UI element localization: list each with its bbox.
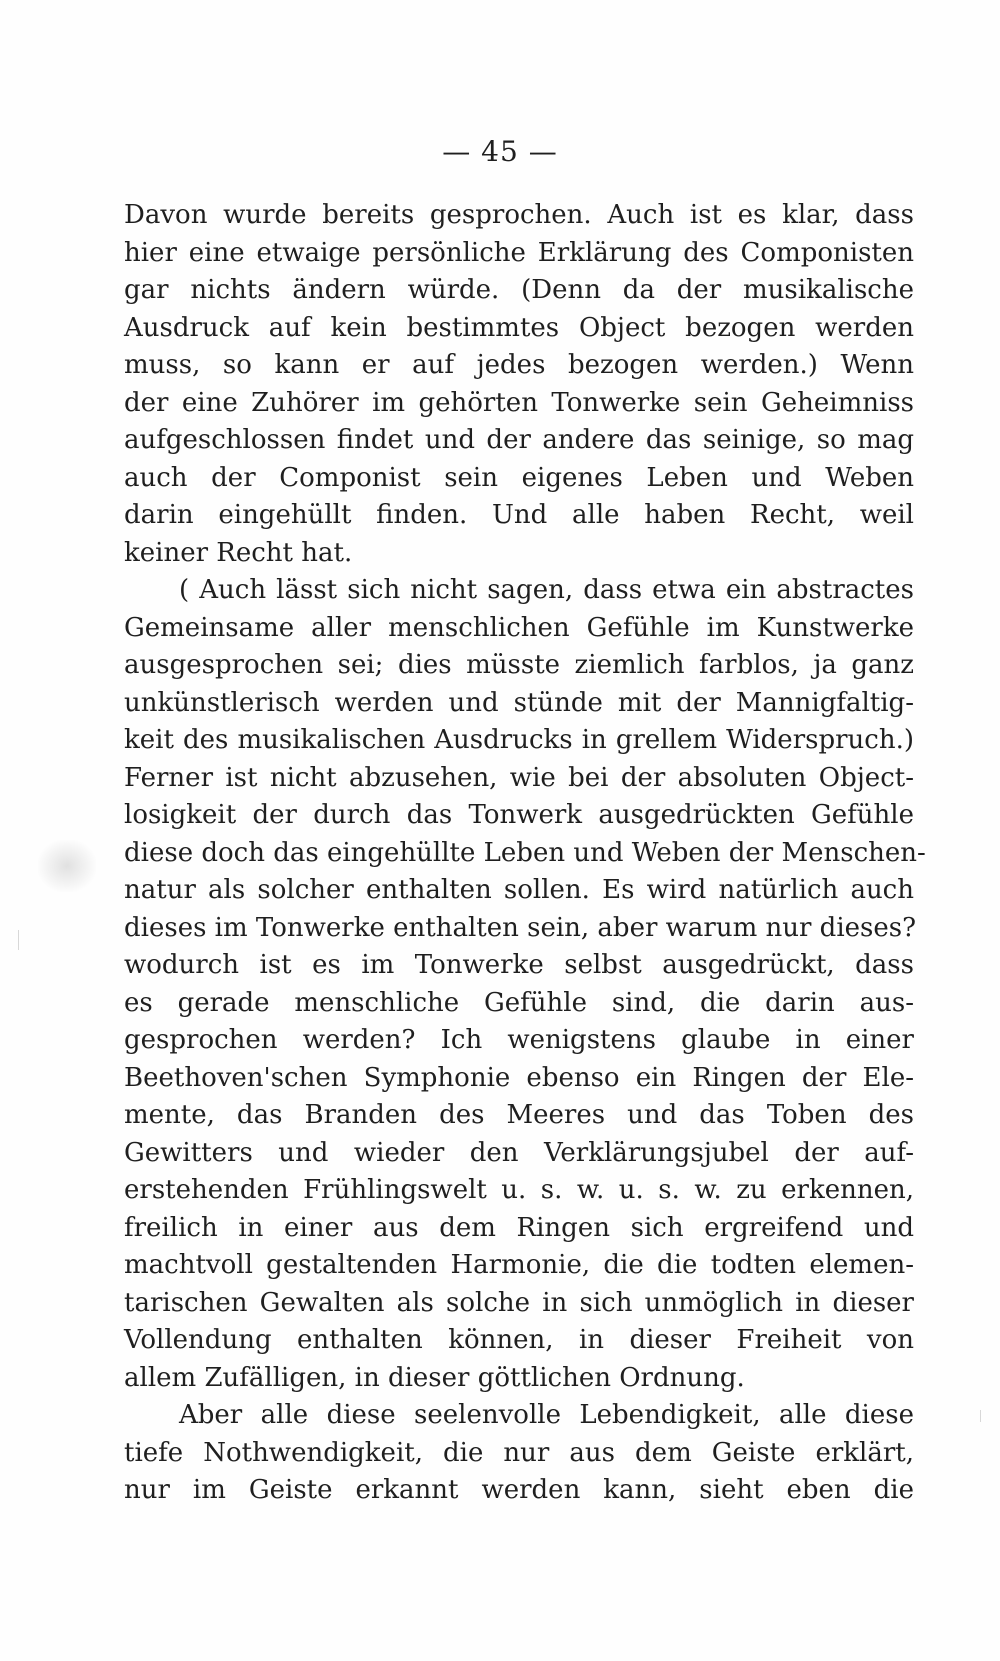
- text-line: machtvoll gestaltenden Harmonie, die die todten elemen-: [124, 1250, 914, 1280]
- text-line: nur im Geiste erkannt werden kann, sieht eben die: [124, 1475, 914, 1505]
- text-line: der eine Zuhörer im gehörten Tonwerke sein Geheimniss: [124, 387, 914, 418]
- text-line: wodurch ist es im Tonwerke selbst ausgedrückt, dass: [124, 950, 914, 980]
- text-line: es gerade menschliche Gefühle sind, die darin aus-: [124, 987, 914, 1018]
- text-line: auch der Componist sein eigenes Leben und Weben: [124, 462, 914, 493]
- text-line: Vollendung enthalten können, in dieser Freiheit von: [124, 1325, 914, 1355]
- text-line: unkünstlerisch werden und stünde mit der Mannigfaltig-: [124, 687, 914, 718]
- text-line: erstehenden Frühlingswelt u. s. w. u. s. w. zu erkennen,: [124, 1175, 914, 1205]
- text-line: aufgeschlossen findet und der andere das seinige, so mag: [124, 425, 914, 455]
- text-line: Gemeinsame aller menschlichen Gefühle im Kunstwerke: [124, 612, 914, 643]
- text-line: Gewitters und wieder den Verklärungsjubel der auf-: [124, 1137, 914, 1168]
- text-line: gesprochen werden? Ich wenigstens glaube in einer: [124, 1025, 914, 1055]
- text-line: diese doch das eingehüllte Leben und Weben der Menschen-: [124, 837, 926, 868]
- text-line: Beethoven'schen Symphonie ebenso ein Ringen der Ele-: [124, 1062, 914, 1093]
- text-line: Davon wurde bereits gesprochen. Auch ist es klar, dass: [124, 200, 914, 230]
- text-line: mente, das Branden des Meeres und das Toben des: [124, 1100, 914, 1130]
- text-line: keiner Recht hat.: [124, 537, 353, 568]
- paper-smudge: [38, 840, 96, 892]
- text-line: dieses im Tonwerke enthalten sein, aber warum nur dieses?: [124, 912, 917, 943]
- paragraph-start-line: ( Auch lässt sich nicht sagen, dass etwa ein abstractes: [179, 575, 914, 605]
- margin-mark: [18, 930, 19, 950]
- text-line: gar nichts ändern würde. (Denn da der musikalische: [124, 275, 914, 305]
- text-line: natur als solcher enthalten sollen. Es wird natürlich auch: [124, 875, 914, 905]
- text-line: allem Zufälligen, in dieser göttlichen Ordnung.: [124, 1362, 745, 1393]
- text-line: keit des musikalischen Ausdrucks in grellem Widerspruch.): [124, 725, 914, 755]
- text-line: freilich in einer aus dem Ringen sich ergreifend und: [124, 1212, 914, 1243]
- text-line: Ausdruck auf kein bestimmtes Object bezogen werden: [124, 312, 914, 343]
- text-line: tarischen Gewalten als solche in sich unmöglich in dieser: [124, 1287, 914, 1318]
- text-line: darin eingehüllt finden. Und alle haben Recht, weil: [124, 500, 914, 530]
- text-line: muss, so kann er auf jedes bezogen werden.) Wenn: [124, 350, 914, 380]
- margin-mark: [980, 1410, 981, 1422]
- page-number: — 45 —: [442, 135, 558, 168]
- paragraph-start-line: Aber alle diese seelenvolle Lebendigkeit, alle diese: [179, 1400, 914, 1430]
- text-line: ausgesprochen sei; dies müsste ziemlich farblos, ja ganz: [124, 650, 914, 680]
- text-line: Ferner ist nicht abzusehen, wie bei der absoluten Object-: [124, 762, 914, 793]
- text-line: tiefe Nothwendigkeit, die nur aus dem Geiste erklärt,: [124, 1437, 914, 1468]
- body-text: [124, 197, 926, 1510]
- text-line: hier eine etwaige persönliche Erklärung des Componisten: [124, 237, 914, 268]
- text-line: losigkeit der durch das Tonwerk ausgedrückten Gefühle: [124, 800, 914, 830]
